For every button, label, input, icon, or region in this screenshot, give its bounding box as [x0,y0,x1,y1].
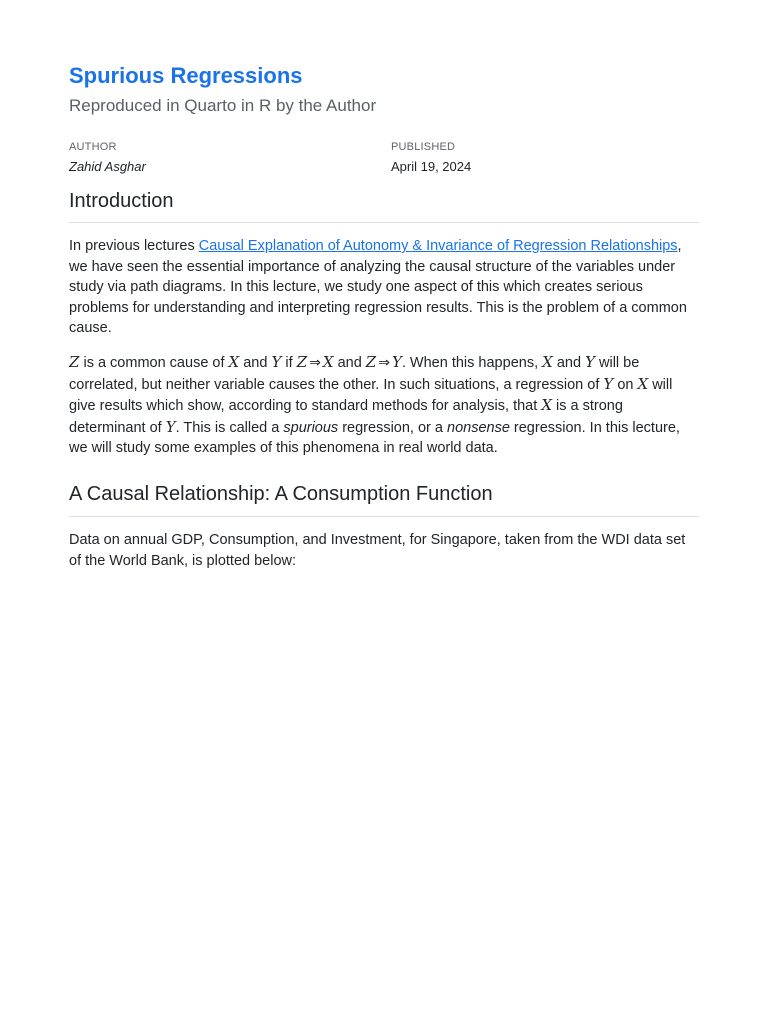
causal-explanation-link[interactable]: Causal Explanation of Autonomy & Invariance of Regression Relationships [198,238,678,254]
author-name: Zahid Asghar [69,159,146,174]
intro-p2-text: and [239,355,272,371]
intro-p1-lead: In previous lectures [69,238,199,254]
intro-p2-text: regression. In this lecture, we will study some examples of this phenomena in real world data. [69,419,680,456]
math-y: Y [391,353,402,371]
math-x: X [541,396,552,414]
math-z: Z [365,353,377,371]
document-title: Spurious Regressions [69,63,303,88]
spurious-emphasis: spurious [283,419,339,436]
math-x: X [542,353,553,371]
math-z: Z [296,353,308,371]
intro-p2-text: . When this happens, [401,355,543,371]
intro-p2-text: regression, or a [338,419,447,436]
math-y: Y [603,374,614,393]
intro-p2-text: and [333,355,366,371]
intro-p2-text: is a common cause of [79,355,229,371]
document-subtitle: Reproduced in Quarto in R by the Author [69,96,377,115]
consumption-paragraph-1: Data on annual GDP, Consumption, and Investment, for Singapore, taken from the WDI data set of the World Bank, is plotted below: [69,532,686,569]
consumption-divider [69,516,699,517]
intro-p2-text: on [613,376,638,393]
intro-p2-text: . This is called a [175,419,284,436]
intro-p2-text: will give results which show, according to standard methods for analysis, that [69,376,673,414]
introduction-heading: Introduction [69,190,174,212]
intro-p2-text: will be correlated, but neither variable causes the other. In such situations, a regression of [69,355,640,393]
math-y: Y [585,353,595,371]
intro-p2-text: and [552,355,586,371]
introduction-paragraph-2 [69,352,699,459]
introduction-paragraph-1 [69,236,699,339]
author-block [69,140,146,176]
implies-symbol: ⇒ [309,355,321,371]
intro-p2-text: is a strong determinant of [69,398,623,436]
intro-p2-text: if [281,355,297,371]
intro-p1-rest: , we have seen the essential importance of analyzing the causal structure of the variables under study via path diagrams. In this lecture, we study one aspect of this which creates serious problems for understanding and interpreting regression results. This is the problem of a common cause. [69,238,687,336]
consumption-heading: A Causal Relationship: A Consumption Function [69,483,493,505]
implies-symbol: ⇒ [378,355,390,371]
introduction-divider [69,222,699,223]
published-block [391,140,471,176]
math-y: Y [271,353,282,371]
nonsense-emphasis: nonsense [447,419,510,436]
published-date: April 19, 2024 [391,159,472,174]
math-x: X [228,353,240,371]
math-z: Z [69,353,80,371]
published-label: PUBLISHED [391,141,456,153]
math-y: Y [165,417,176,436]
math-x: X [322,353,334,371]
author-label: AUTHOR [69,141,117,153]
math-x: X [637,374,649,393]
